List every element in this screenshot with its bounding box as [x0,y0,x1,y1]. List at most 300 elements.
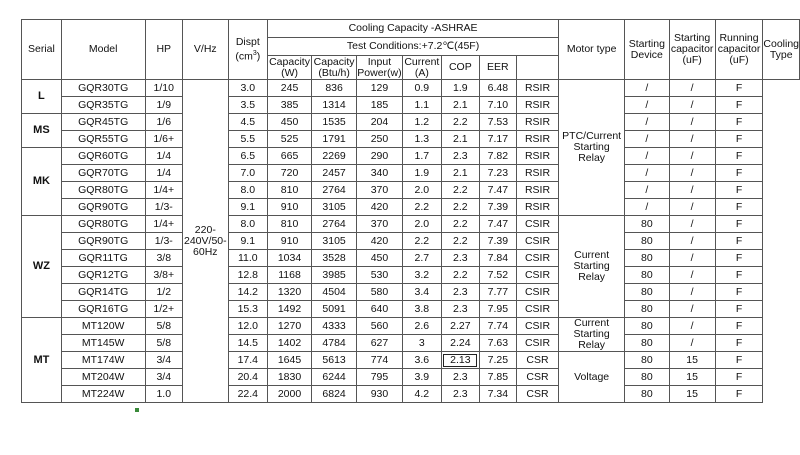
cell-scap: 80 [625,386,669,403]
table-row [22,352,800,369]
cell-current: 3.4 [402,284,441,301]
cell-model: GQR16TG [61,301,145,318]
table-row [22,216,800,233]
cell-eer: 7.47 [479,182,516,199]
cell-cop: 2.3 [441,369,479,386]
cell-hp: 1/4+ [145,216,183,233]
cell-eer: 7.95 [479,301,516,318]
cell-current: 2.2 [402,199,441,216]
cell-displ: 9.1 [228,233,267,250]
cell-hp: 1/2 [145,284,183,301]
cell-input: 204 [357,114,403,131]
cell-cop: 2.3 [441,148,479,165]
cell-btu: 2269 [312,148,357,165]
cell-rcap: / [669,335,715,352]
cell-ctype: F [715,131,763,148]
cell-rcap: / [669,301,715,318]
cell-cop: 2.1 [441,97,479,114]
cell-btu: 3985 [312,267,357,284]
cell-displ: 17.4 [228,352,267,369]
cell-model: GQR60TG [61,148,145,165]
cell-hp: 1/4+ [145,182,183,199]
cell-ctype: F [715,267,763,284]
cell-displ: 8.0 [228,182,267,199]
cell-cop: 2.24 [441,335,479,352]
cell-btu: 2457 [312,165,357,182]
cell-ctype: F [715,165,763,182]
cell-hp: 1/6 [145,114,183,131]
table-row [22,165,800,182]
series-label: MS [22,114,62,148]
cell-input: 774 [357,352,403,369]
header-test-conditions: Test Conditions:+7.2℃(45F) [267,38,558,56]
cell-ctype: F [715,335,763,352]
cell-cop: 2.3 [441,284,479,301]
cell-motor: RSIR [516,131,558,148]
table-row [22,369,800,386]
cell-btu: 4784 [312,335,357,352]
cell-current: 1.7 [402,148,441,165]
cell-scap: 80 [625,250,669,267]
cell-btu: 3105 [312,199,357,216]
cell-btu: 3105 [312,233,357,250]
cell-eer: 7.82 [479,148,516,165]
table-row [22,97,800,114]
cell-cap: 720 [267,165,311,182]
cell-motor: CSIR [516,335,558,352]
cell-hp: 1/3- [145,199,183,216]
cell-displ: 5.5 [228,131,267,148]
cell-hp: 3/8+ [145,267,183,284]
cell-displ: 12.8 [228,267,267,284]
cell-cap: 910 [267,233,311,250]
cell-input: 580 [357,284,403,301]
cell-cap: 665 [267,148,311,165]
cell-model: GQR45TG [61,114,145,131]
cell-cap: 1645 [267,352,311,369]
cell-motor: CSIR [516,267,558,284]
table-row [22,131,800,148]
cell-input: 627 [357,335,403,352]
cell-motor: CSIR [516,250,558,267]
header-cooling-type: Cooling Type [763,20,800,80]
cell-hp: 1/6+ [145,131,183,148]
cell-model: GQR35TG [61,97,145,114]
cell-input: 370 [357,182,403,199]
cell-cap: 450 [267,114,311,131]
table-row [22,267,800,284]
cell-starting-device: Voltage [559,352,625,403]
cell-current: 1.9 [402,165,441,182]
cell-cap: 810 [267,216,311,233]
table-row [22,335,800,352]
cell-current: 1.1 [402,97,441,114]
cell-hp: 1/10 [145,80,183,97]
cell-model: GQR55TG [61,131,145,148]
cell-eer: 7.10 [479,97,516,114]
cell-starting-device: Current Starting Relay [559,318,625,352]
cell-ctype: F [715,148,763,165]
cell-current: 2.7 [402,250,441,267]
cell-motor: CSIR [516,233,558,250]
cell-hp: 5/8 [145,318,183,335]
series-label: L [22,80,62,114]
cell-voltage: 220-240V/50-60Hz [183,80,229,403]
cell-cop: 2.1 [441,131,479,148]
cell-ctype: F [715,318,763,335]
cell-rcap: 15 [669,369,715,386]
table-row [22,114,800,131]
cell-displ: 20.4 [228,369,267,386]
header-displacement [228,20,267,80]
cell-scap: / [625,97,669,114]
cell-current: 3.9 [402,369,441,386]
cell-motor: RSIR [516,182,558,199]
table-row [22,250,800,267]
header-displacement-sup: 3 [252,49,257,57]
series-label: WZ [22,216,62,318]
cell-btu: 5613 [312,352,357,369]
cell-model: GQR30TG [61,80,145,97]
cell-motor: CSIR [516,318,558,335]
cell-cap: 1034 [267,250,311,267]
header-cop: COP [441,56,479,80]
table-row [22,301,800,318]
cell-displ: 15.3 [228,301,267,318]
cell-hp: 1/3- [145,233,183,250]
cell-input: 290 [357,148,403,165]
cell-btu: 1314 [312,97,357,114]
cell-ctype: F [715,97,763,114]
cell-hp: 1/9 [145,97,183,114]
header-displacement-unit: (cm [235,50,253,63]
cell-ctype: F [715,386,763,403]
cell-eer: 7.84 [479,250,516,267]
cell-ctype: F [715,352,763,369]
cell-model: MT120W [61,318,145,335]
cell-cap: 910 [267,199,311,216]
cell-rcap: / [669,97,715,114]
cell-hp: 5/8 [145,335,183,352]
cell-cop: 2.27 [441,318,479,335]
cell-ctype: F [715,233,763,250]
cell-motor: CSR [516,369,558,386]
cell-current: 2.6 [402,318,441,335]
cell-scap: / [625,182,669,199]
cell-btu: 836 [312,80,357,97]
cell-rcap: / [669,165,715,182]
cell-input: 420 [357,233,403,250]
header-model: Model [61,20,145,80]
cell-rcap: / [669,148,715,165]
cell-motor: CSR [516,352,558,369]
cell-cop: 2.3 [441,301,479,318]
compressor-spec-table [21,19,800,403]
cell-input: 185 [357,97,403,114]
header-hp: HP [145,20,183,80]
cell-ctype: F [715,369,763,386]
header-capacity-w: Capacity (W) [269,55,310,79]
cell-current: 3.8 [402,301,441,318]
header-running-capacitor: Running capacitor (uF) [715,20,763,80]
cell-displ: 3.0 [228,80,267,97]
cell-cop: 2.13 [441,352,479,369]
cell-cop: 2.1 [441,165,479,182]
series-label: MT [22,318,62,403]
cell-rcap: 15 [669,352,715,369]
cell-rcap: / [669,80,715,97]
cell-ctype: F [715,284,763,301]
cell-displ: 14.2 [228,284,267,301]
cell-btu: 6824 [312,386,357,403]
header-input-power: Input Power(w) [357,55,402,79]
cell-rcap: / [669,233,715,250]
cell-rcap: / [669,199,715,216]
cell-cap: 525 [267,131,311,148]
cell-eer: 6.48 [479,80,516,97]
cell-input: 450 [357,250,403,267]
cell-displ: 8.0 [228,216,267,233]
cell-ctype: F [715,250,763,267]
cell-scap: 80 [625,301,669,318]
cell-displ: 14.5 [228,335,267,352]
cell-current: 2.0 [402,182,441,199]
cell-current: 3.6 [402,352,441,369]
cell-model: GQR14TG [61,284,145,301]
cell-cap: 1402 [267,335,311,352]
cell-input: 795 [357,369,403,386]
cell-eer: 7.17 [479,131,516,148]
cell-eer: 7.52 [479,267,516,284]
cell-cop: 2.2 [441,199,479,216]
cell-hp: 1/4 [145,148,183,165]
cell-btu: 4333 [312,318,357,335]
cell-cop: 2.2 [441,267,479,284]
cell-model: GQR12TG [61,267,145,284]
cell-scap: 80 [625,267,669,284]
cell-input: 129 [357,80,403,97]
cell-model: GQR80TG [61,182,145,199]
cell-scap: 80 [625,233,669,250]
table-row [22,386,800,403]
header-starting-capacitor: Starting capacitor (uF) [669,20,715,80]
series-label: MK [22,148,62,216]
cell-current: 3.2 [402,267,441,284]
cell-eer: 7.74 [479,318,516,335]
cell-input: 560 [357,318,403,335]
cell-model: GQR70TG [61,165,145,182]
cell-motor: RSIR [516,114,558,131]
cell-model: MT174W [61,352,145,369]
cell-hp: 1/4 [145,165,183,182]
header-cooling-capacity: Cooling Capacity -ASHRAE [267,20,558,38]
cell-scap: 80 [625,284,669,301]
table-row [22,233,800,250]
cell-model: GQR90TG [61,199,145,216]
cell-btu: 4504 [312,284,357,301]
table-row [22,182,800,199]
cell-current: 2.0 [402,216,441,233]
cell-eer: 7.53 [479,114,516,131]
cell-scap: 80 [625,318,669,335]
cell-scap: / [625,80,669,97]
spec-table-container [21,19,800,403]
cell-input: 250 [357,131,403,148]
cell-displ: 4.5 [228,114,267,131]
cell-rcap: / [669,182,715,199]
cell-hp: 1/2+ [145,301,183,318]
cell-hp: 3/8 [145,250,183,267]
cell-cap: 1270 [267,318,311,335]
cell-cap: 1168 [267,267,311,284]
cell-input: 530 [357,267,403,284]
cell-current: 3 [402,335,441,352]
cell-cap: 2000 [267,386,311,403]
cell-motor: RSIR [516,165,558,182]
cell-eer: 7.63 [479,335,516,352]
cell-eer: 7.39 [479,233,516,250]
cell-ctype: F [715,182,763,199]
cell-scap: 80 [625,335,669,352]
cell-eer: 7.77 [479,284,516,301]
cell-scap: 80 [625,369,669,386]
cell-starting-device: Current Starting Relay [559,216,625,318]
cell-btu: 5091 [312,301,357,318]
header-starting-device: Starting Device [625,20,669,80]
cell-input: 640 [357,301,403,318]
cell-rcap: 15 [669,386,715,403]
cell-model: GQR11TG [61,250,145,267]
cell-input: 420 [357,199,403,216]
cell-displ: 12.0 [228,318,267,335]
cell-scap: / [625,148,669,165]
cell-model: MT145W [61,335,145,352]
cell-btu: 6244 [312,369,357,386]
cell-motor: CSR [516,386,558,403]
cell-hp: 3/4 [145,352,183,369]
cell-eer: 7.25 [479,352,516,369]
cell-current: 0.9 [402,80,441,97]
table-row [22,284,800,301]
cell-hp: 3/4 [145,369,183,386]
cell-motor: RSIR [516,97,558,114]
cell-motor: CSIR [516,301,558,318]
cell-scap: / [625,199,669,216]
cell-cop: 2.2 [441,233,479,250]
cell-model: MT224W [61,386,145,403]
cell-btu: 2764 [312,182,357,199]
cell-motor: CSIR [516,284,558,301]
cell-hp: 1.0 [145,386,183,403]
cell-btu: 2764 [312,216,357,233]
cell-scap: 80 [625,352,669,369]
cell-eer: 7.47 [479,216,516,233]
cell-rcap: / [669,131,715,148]
cell-ctype: F [715,199,763,216]
cell-model: GQR80TG [61,216,145,233]
cell-cap: 810 [267,182,311,199]
cell-input: 340 [357,165,403,182]
cell-input: 930 [357,386,403,403]
header-serial: Serial [22,20,62,80]
cell-eer: 7.85 [479,369,516,386]
cell-rcap: / [669,267,715,284]
cell-scap: / [625,131,669,148]
cell-cap: 1830 [267,369,311,386]
cell-model: GQR90TG [61,233,145,250]
cell-displ: 3.5 [228,97,267,114]
cell-current: 4.2 [402,386,441,403]
cell-rcap: / [669,284,715,301]
cell-starting-device: PTC/Current Starting Relay [559,80,625,216]
header-current: Current (A) [404,55,440,79]
cell-input: 370 [357,216,403,233]
cell-eer: 7.39 [479,199,516,216]
table-row [22,318,800,335]
cell-cap: 1492 [267,301,311,318]
cell-motor: RSIR [516,80,558,97]
cell-btu: 1535 [312,114,357,131]
cell-ctype: F [715,301,763,318]
header-motor-type: Motor type [559,20,625,80]
cell-ctype: F [715,216,763,233]
cell-eer: 7.34 [479,386,516,403]
cell-motor: CSIR [516,216,558,233]
cell-motor: RSIR [516,199,558,216]
cell-btu: 1791 [312,131,357,148]
cell-rcap: / [669,216,715,233]
cell-rcap: / [669,114,715,131]
cell-cap: 245 [267,80,311,97]
cell-cap: 1320 [267,284,311,301]
cell-motor: RSIR [516,148,558,165]
cell-current: 2.2 [402,233,441,250]
header-eer: EER [479,56,516,80]
cell-ctype: F [715,114,763,131]
cell-cop: 2.3 [441,250,479,267]
cell-current: 1.3 [402,131,441,148]
cell-cop: 2.2 [441,114,479,131]
cell-cop: 2.2 [441,216,479,233]
cell-model: MT204W [61,369,145,386]
cell-cop: 1.9 [441,80,479,97]
table-row [22,80,800,97]
cell-current: 1.2 [402,114,441,131]
table-row [22,199,800,216]
cell-cop: 2.3 [441,386,479,403]
table-row [22,148,800,165]
cell-scap: / [625,114,669,131]
cell-rcap: / [669,250,715,267]
cell-marker-icon [135,408,139,412]
header-displacement-close: ) [256,50,261,63]
header-displacement-label: Dispt [235,35,260,48]
cell-eer: 7.23 [479,165,516,182]
header-capacity-btu: Capacity (Btu/h) [312,56,357,80]
cell-scap: / [625,165,669,182]
cell-displ: 11.0 [228,250,267,267]
cell-cap: 385 [267,97,311,114]
cell-displ: 22.4 [228,386,267,403]
cell-displ: 7.0 [228,165,267,182]
cell-scap: 80 [625,216,669,233]
cell-cop: 2.2 [441,182,479,199]
cell-ctype: F [715,80,763,97]
header-vhz: V/Hz [183,20,229,80]
cell-btu: 3528 [312,250,357,267]
cell-displ: 9.1 [228,199,267,216]
cell-displ: 6.5 [228,148,267,165]
